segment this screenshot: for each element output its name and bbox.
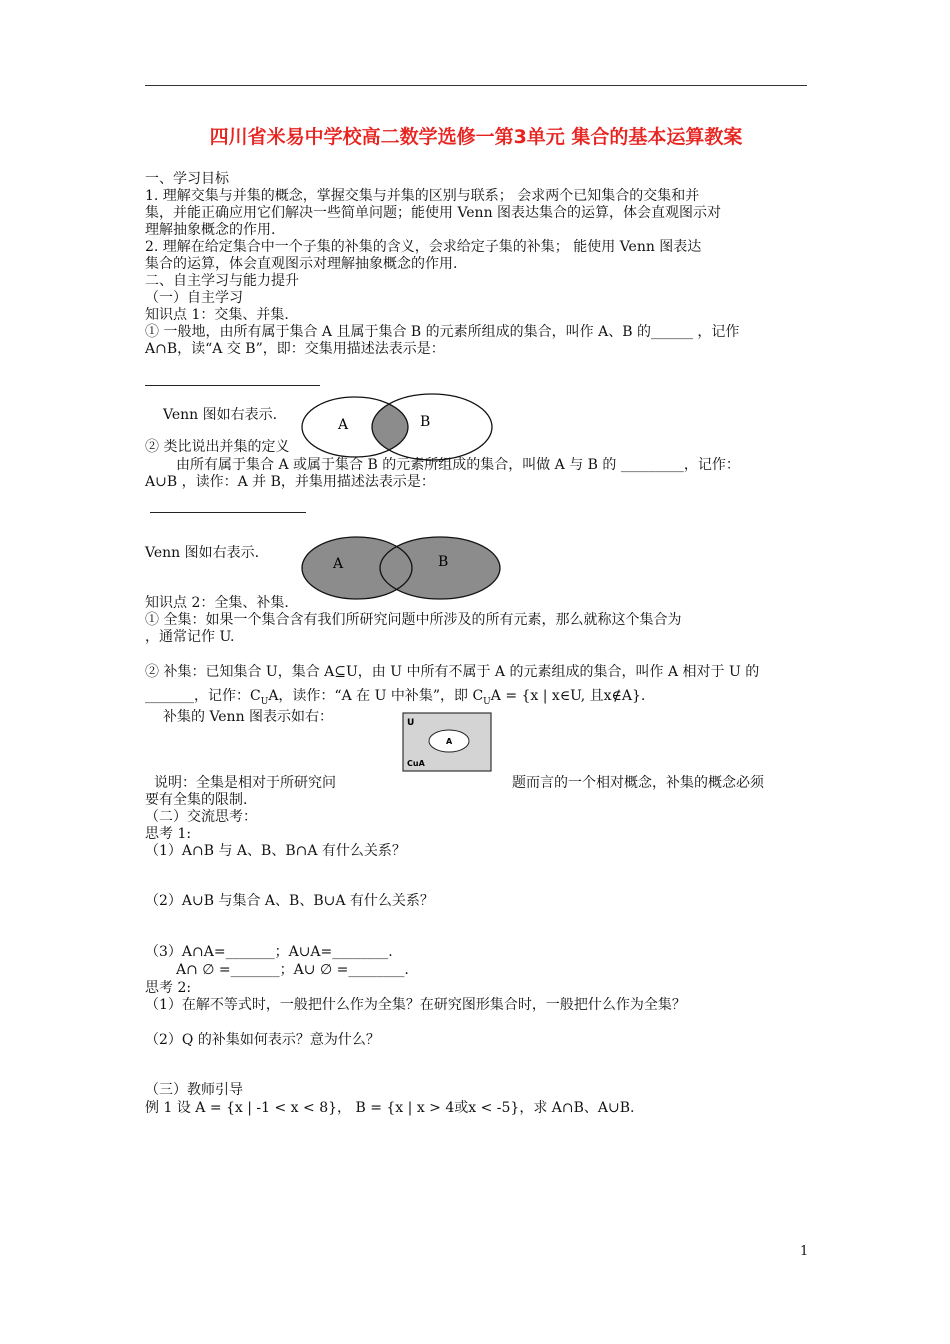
venn-complement-diagram — [402, 712, 492, 772]
venn-caption-intersection: Venn 图如右表示. — [163, 407, 278, 423]
set-b-label: B — [438, 554, 449, 570]
note-line-1-continued: 题而言的一个相对概念，补集的概念必须 — [512, 775, 764, 791]
complement-subscript-u-2: U — [483, 696, 491, 707]
venn-caption-complement: 补集的 Venn 图表示如右： — [163, 709, 334, 725]
note-line-1: 说明：全集是相对于所研究问 — [154, 775, 336, 791]
think-1-question-3b: A∩ ∅ =_______；A∪ ∅ =________. — [176, 962, 409, 978]
venn-caption-union: Venn 图如右表示. — [145, 545, 260, 561]
complement-notation-b: A，读作：“A 在 U 中补集”，即 C — [268, 688, 484, 704]
knowledge-point-1: 知识点 1：交集、并集. — [145, 307, 289, 323]
complement-subscript-u: U — [260, 696, 269, 707]
universal-label: U — [407, 718, 415, 728]
answer-blank-line-2 — [150, 512, 306, 513]
venn-union-diagram — [300, 534, 504, 602]
section-2-heading: 二、自主学习与能力提升 — [145, 273, 299, 289]
union-notation: A∪B ，读作：A 并 B，并集用描述法表示是： — [145, 474, 435, 490]
venn-intersection-diagram — [300, 392, 496, 462]
top-rule — [145, 85, 807, 86]
think-1-heading: 思考 1: — [145, 826, 192, 842]
objective-1-line-1: 1. 理解交集与并集的概念，掌握交集与并集的区别与联系； 会求两个已知集合的交集和并 — [145, 188, 700, 204]
complement-definition: ② 补集：已知集合 U，集合 A⊆U，由 U 中所有不属于 A 的元素组成的集合，叫作 A 相对于 U 的 — [145, 664, 760, 680]
think-2-question-2: （2）Q 的补集如何表示？意为什么？ — [145, 1032, 380, 1048]
think-1-question-3a: （3）A∩A=_______；A∪A=________. — [145, 944, 393, 960]
set-b-label: B — [420, 414, 431, 430]
think-2-heading: 思考 2: — [145, 980, 192, 996]
union-prompt: ② 类比说出并集的定义 — [145, 439, 290, 455]
set-a-label: A — [333, 556, 344, 572]
complement-label: CuA — [407, 759, 425, 768]
objective-1-line-2: 集，并能正确应用它们解决一些简单问题；能使用 Venn 图表达集合的运算，体会直观图示对 — [145, 205, 722, 221]
answer-blank-line — [145, 385, 320, 386]
page-title: 四川省米易中学校高二数学选修一第3单元 集合的基本运算教案 — [209, 126, 743, 148]
objective-1-line-3: 理解抽象概念的作用. — [145, 222, 276, 238]
think-1-question-1: （1）A∩B 与 A、B、B∩A 有什么关系？ — [145, 843, 406, 859]
set-a-label: A — [338, 417, 349, 433]
subsection-2-heading: （二）交流思考： — [145, 809, 257, 825]
universal-set-notation: ，通常记作 U. — [145, 629, 235, 645]
universal-set-definition: ① 全集：如果一个集合含有我们所研究问题中所涉及的所有元素，那么就称这个集合为 — [145, 612, 682, 628]
objective-2-line-2: 集合的运算，体会直观图示对理解抽象概念的作用. — [145, 256, 458, 272]
example-1: 例 1 设 A = {x | -1 < x < 8}， B = {x | x > 4或x < -5}，求 A∩B、A∪B. — [145, 1100, 635, 1116]
subsection-3-heading: （三）教师引导 — [145, 1082, 243, 1098]
knowledge-point-2: 知识点 2：全集、补集. — [145, 595, 289, 611]
set-a-label: A — [446, 737, 453, 746]
think-2-question-1: （1）在解不等式时，一般把什么作为全集？在研究图形集合时，一般把什么作为全集？ — [145, 997, 686, 1013]
page-number: 1 — [800, 1244, 809, 1259]
complement-notation-c: A = {x | x∈U, 且x∉A}. — [490, 688, 646, 704]
intersection-notation: A∩B，读“A 交 B”，即：交集用描述法表示是： — [145, 341, 445, 357]
note-line-2: 要有全集的限制. — [145, 792, 248, 808]
think-1-question-2: （2）A∪B 与集合 A、B、B∪A 有什么关系？ — [145, 893, 434, 909]
union-definition: 由所有属于集合 A 或属于集合 B 的元素所组成的集合，叫做 A 与 B 的 _________，记作： — [176, 457, 740, 473]
subsection-1-heading: （一）自主学习 — [145, 290, 243, 306]
section-1-heading: 一、学习目标 — [145, 171, 229, 187]
objective-2-line-1: 2. 理解在给定集合中一个子集的补集的含义，会求给定子集的补集； 能使用 Venn 图表达 — [145, 239, 702, 255]
complement-notation-a: _______，记作：C — [145, 688, 261, 704]
intersection-definition: ① 一般地，由所有属于集合 A 且属于集合 B 的元素所组成的集合，叫作 A、B 的______ ，记作 — [145, 324, 740, 340]
